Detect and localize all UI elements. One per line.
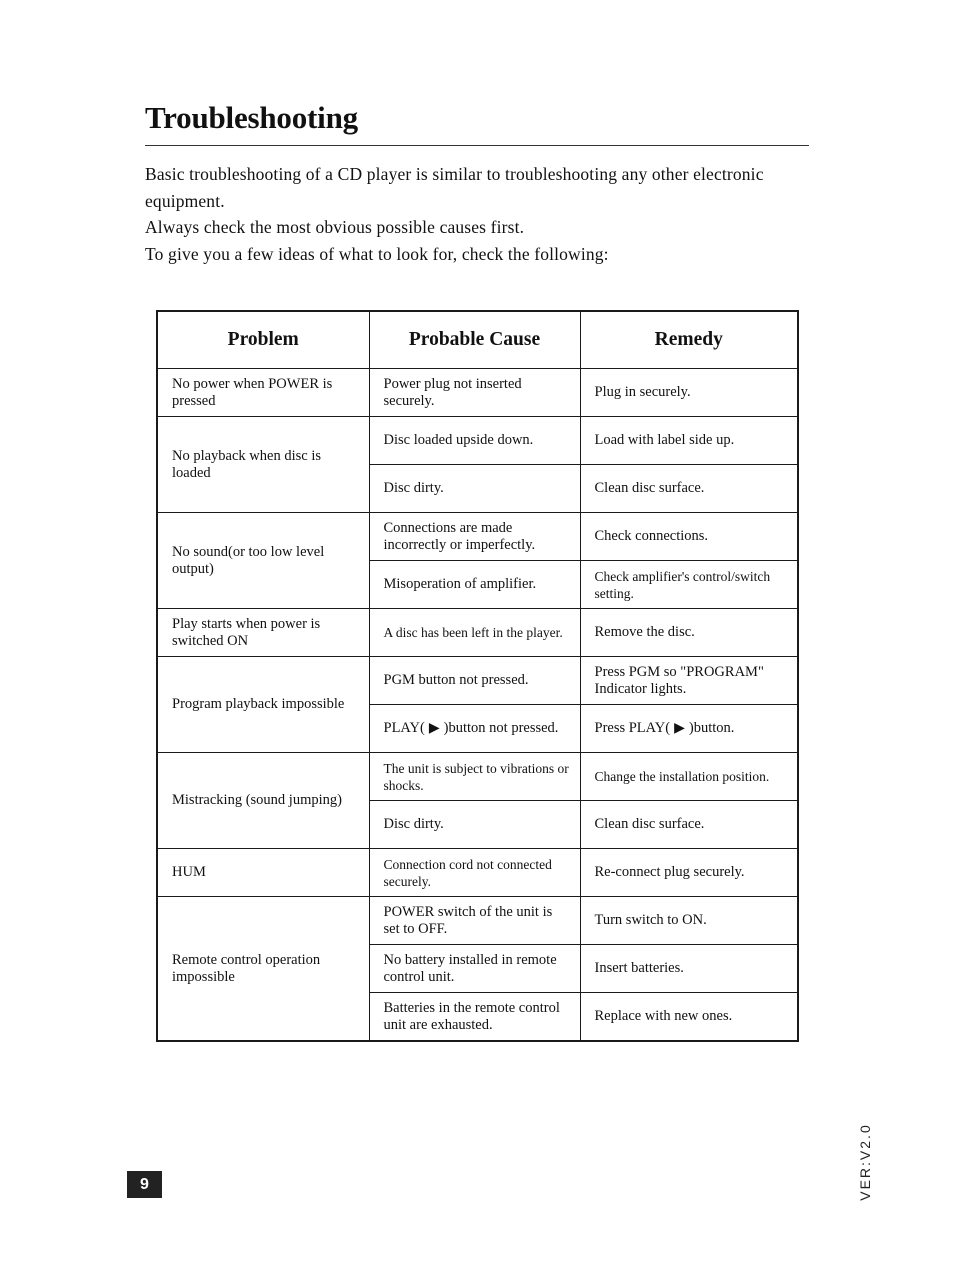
table-row [157,417,798,465]
problem-cell: HUM [157,849,369,897]
remedy-cell: Check connections. [580,513,798,561]
table-row [157,849,798,897]
remedy-cell: Replace with new ones. [580,993,798,1042]
troubleshooting-table [156,310,799,1042]
header-probable-cause: Probable Cause [369,311,580,369]
intro-paragraph: Basic troubleshooting of a CD player is similar to troubleshooting any other electronic equipment. [145,164,764,211]
remedy-cell: Re-connect plug securely. [580,849,798,897]
problem-cell: Play starts when power is switched ON [157,609,369,657]
play-icon: ▶ [674,721,685,736]
problem-cell: Remote control operation impossible [157,897,369,1042]
cause-cell: POWER switch of the unit is set to OFF. [369,897,580,945]
remedy-cell [580,705,798,753]
table-row [157,609,798,657]
cause-cell: The unit is subject to vibrations or shocks. [369,753,580,801]
remedy-cell: Turn switch to ON. [580,897,798,945]
problem-cell: No playback when disc is loaded [157,417,369,513]
cause-cell: Disc dirty. [369,801,580,849]
header-remedy: Remedy [580,311,798,369]
problem-cell: Program playback impossible [157,657,369,753]
intro-paragraph: Always check the most obvious possible causes first. [145,217,525,237]
problem-cell: Mistracking (sound jumping) [157,753,369,849]
remedy-cell: Load with label side up. [580,417,798,465]
table-header-row [157,311,798,369]
remedy-cell: Change the installation position. [580,753,798,801]
remedy-cell: Clean disc surface. [580,801,798,849]
remedy-cell: Check amplifier's control/switch setting. [580,561,798,609]
cause-cell: Connection cord not connected securely. [369,849,580,897]
title-divider [145,145,809,146]
table-row [157,897,798,945]
cause-cell: A disc has been left in the player. [369,609,580,657]
cause-cell: No battery installed in remote control unit. [369,945,580,993]
remedy-text-end: )button. [688,720,735,736]
intro-text [145,161,815,267]
cause-cell: Power plug not inserted securely. [369,369,580,417]
remedy-cell: Insert batteries. [580,945,798,993]
cause-text-start: PLAY( [383,720,425,736]
remedy-cell: Clean disc surface. [580,465,798,513]
header-problem: Problem [157,311,369,369]
cause-cell: Connections are made incorrectly or imperfectly. [369,513,580,561]
page-title: Troubleshooting [145,100,358,135]
table-row [157,657,798,705]
cause-text-end: )button not pressed. [443,720,559,736]
play-icon: ▶ [428,721,440,736]
remedy-cell: Plug in securely. [580,369,798,417]
remedy-cell: Remove the disc. [580,609,798,657]
remedy-cell: Press PGM so "PROGRAM" Indicator lights. [580,657,798,705]
problem-cell: No power when POWER is pressed [157,369,369,417]
remedy-text-start: Press PLAY( [594,720,671,736]
table-row [157,753,798,801]
cause-cell: Batteries in the remote control unit are exhausted. [369,993,580,1042]
cause-cell [369,705,580,753]
problem-cell: No sound(or too low level output) [157,513,369,609]
cause-cell: Misoperation of amplifier. [369,561,580,609]
cause-cell: Disc dirty. [369,465,580,513]
page-number: 9 [127,1171,162,1198]
table-row [157,513,798,561]
cause-cell: PGM button not pressed. [369,657,580,705]
cause-cell: Disc loaded upside down. [369,417,580,465]
version-label: VER:V2.0 [857,1123,873,1201]
intro-paragraph: To give you a few ideas of what to look for, check the following: [145,243,609,264]
table-row [157,369,798,417]
